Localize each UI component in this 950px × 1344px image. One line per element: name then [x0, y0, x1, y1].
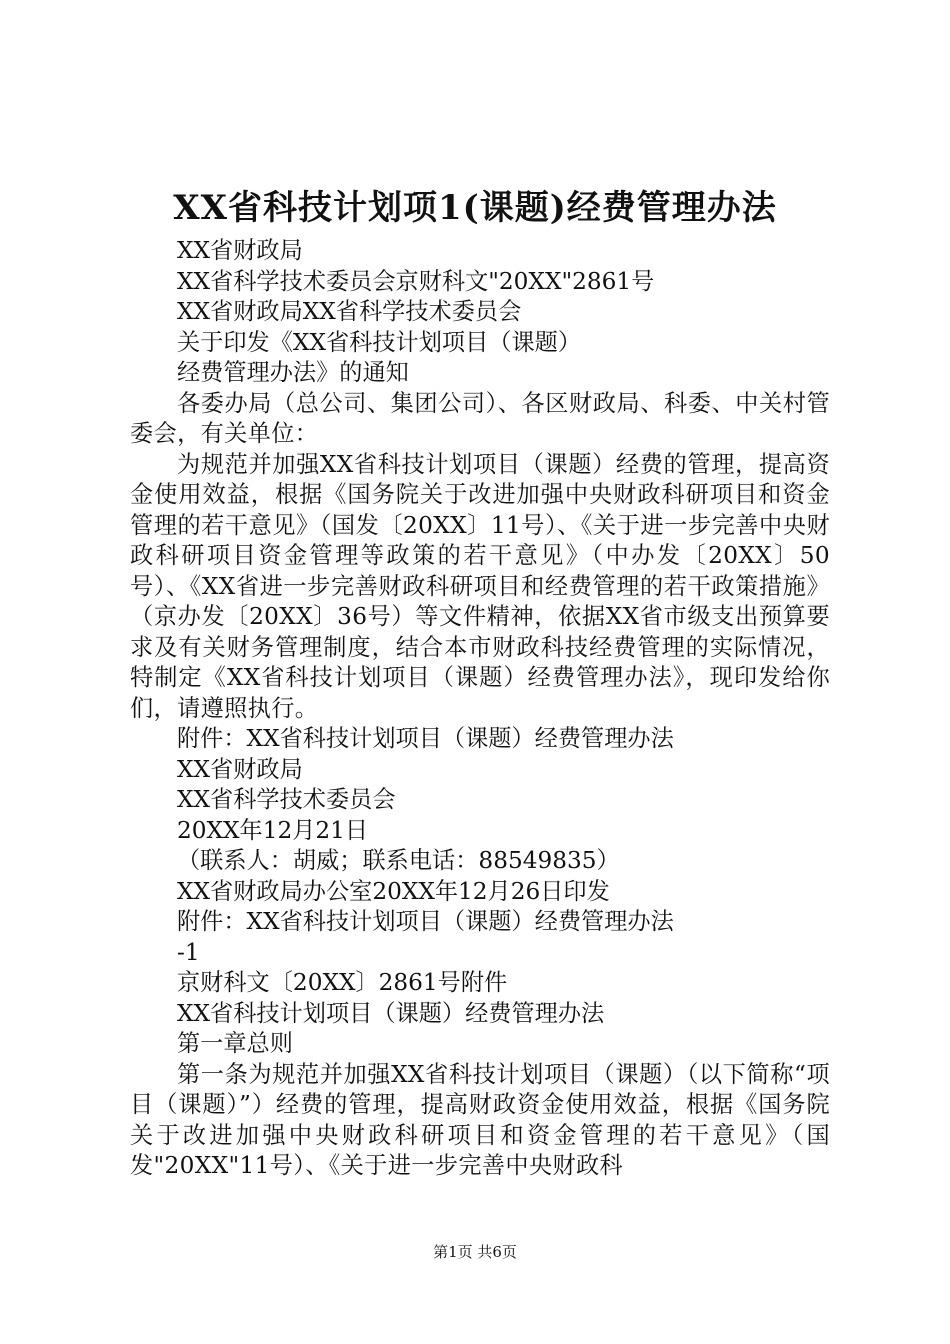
body-line: 20XX年12月21日: [177, 816, 369, 844]
body-line: XX省财政局办公室20XX年12月26日印发: [177, 877, 610, 905]
body-line: （联系人：胡威；联系电话：88549835）: [177, 847, 620, 874]
body-line: XX省财政局: [177, 755, 303, 783]
body-line: 附件：XX省科技计划项目（课题）经费管理办法: [177, 908, 674, 935]
body-line: 第一章总则: [177, 1030, 293, 1057]
body-line: XX省财政局: [177, 237, 303, 264]
page-indicator: 第1页 共6页: [433, 1243, 517, 1261]
body-paragraph: 为规范并加强XX省科技计划项目（课题）经费的管理，提高资金使用效益，根据《国务院关于改进加强中央财政科研项目和资金管理的若干意见》（国发〔20XX〕11号）、《关于进一步完善中央财政科研项目资金管理等政策的若干意见》（中办发〔20XX〕50号）、《XX省进一步完善财政科研项目和经费管理的若干政策措施》（京办发〔20XX〕36号）等文件精神，依据XX省市级支出预算要求及有关财务管理制度，结合本市财政科技经费管理的实际情况，特制定《XX省科技计划项目（课题）经费管理办法》，现印发给你们，请遵照执行。: [130, 450, 830, 722]
body-line: 附件：XX省科技计划项目（课题）经费管理办法: [177, 725, 674, 752]
body-line: 京财科文〔20XX〕2861号附件: [177, 969, 508, 996]
document-title: XX省科技计划项1(课题)经费管理办法: [173, 188, 777, 228]
body-line: -1: [177, 938, 200, 966]
body-line: XX省科学技术委员会京财科文"20XX"2861号: [177, 267, 655, 295]
body-line: XX省财政局XX省科学技术委员会: [177, 298, 522, 325]
page-footer: [0, 1242, 950, 1262]
body-line: 关于印发《XX省科技计划项目（课题）: [177, 328, 582, 356]
body-line: XX省科学技术委员会: [177, 786, 396, 813]
body-line: 经费管理办法》的通知: [177, 359, 409, 386]
body-paragraph: 第一条为规范并加强XX省科技计划项目（课题）（以下简称“项目（课题）”）经费的管理，提高财政资金使用效益，根据《国务院关于改进加强中央财政科研项目和资金管理的若干意见》（国发"20XX"11号）、《关于进一步完善中央财政科: [130, 1060, 830, 1179]
body-line: XX省科技计划项目（课题）经费管理办法: [177, 999, 605, 1027]
body-paragraph: 各委办局（总公司、集团公司）、各区财政局、科委、中关村管委会，有关单位：: [130, 389, 830, 447]
document-body: [130, 236, 830, 1182]
